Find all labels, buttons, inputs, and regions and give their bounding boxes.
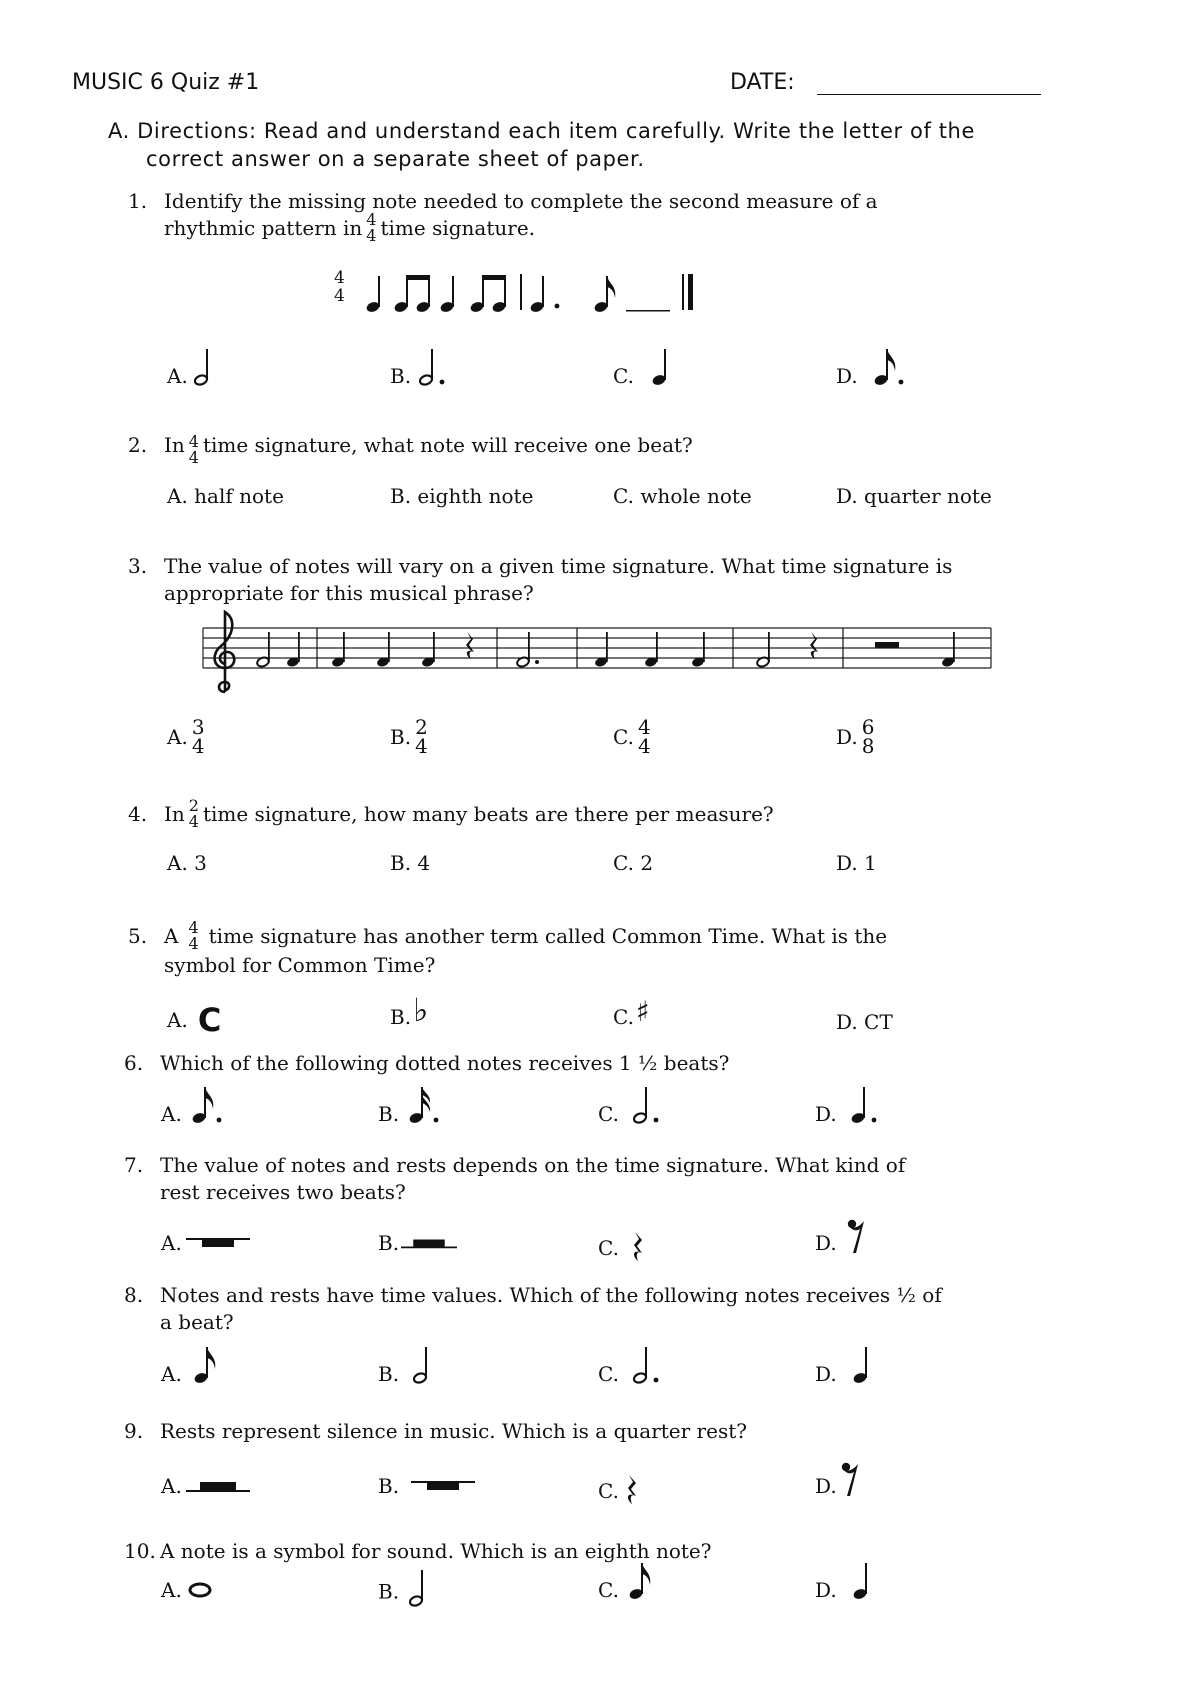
q5-option-c[interactable]: C. ♯ <box>613 995 650 1029</box>
q1-option-a[interactable]: A. <box>167 364 214 388</box>
question-text: time signature has another term called Common Time. What is the <box>208 923 888 948</box>
q3-option-a[interactable]: A. 3 4 <box>167 715 205 758</box>
q6-option-c[interactable]: C. <box>598 1102 663 1126</box>
question-text: rhythmic pattern in <box>164 215 363 240</box>
q3-option-c[interactable]: C. 4 4 <box>613 715 651 758</box>
dotted-sixteenth-note-icon <box>409 1085 443 1125</box>
whole-note-icon <box>188 1582 212 1598</box>
time-signature: 4 4 <box>188 918 199 953</box>
quarter-note-icon <box>853 1345 873 1385</box>
q1-option-d[interactable]: D. <box>836 364 908 388</box>
musical-phrase-staff <box>203 608 993 694</box>
q7-option-d[interactable]: D. <box>815 1231 865 1255</box>
q8-option-d[interactable]: D. <box>815 1362 873 1386</box>
eighth-rest-icon <box>841 1461 859 1497</box>
question-text: In <box>164 433 185 457</box>
dotted-half-note-icon <box>633 1085 663 1125</box>
question-number: 6. <box>124 1051 144 1075</box>
dotted-half-note-icon <box>417 347 447 387</box>
q9-option-a[interactable]: A. <box>161 1474 250 1498</box>
directions-line-1: A. Directions: Read and understand each item carefully. Write the letter of the <box>108 119 975 143</box>
question-2 <box>128 432 1128 466</box>
q2-option-d[interactable]: D. quarter note <box>836 484 992 508</box>
question-10 <box>124 1538 1124 1565</box>
half-rest-icon <box>186 1479 250 1493</box>
treble-clef-icon <box>215 612 235 692</box>
question-number: 7. <box>124 1153 144 1177</box>
question-text: Identify the missing note needed to complete the second measure of a <box>164 189 878 213</box>
q8-option-a[interactable]: A. <box>161 1362 218 1386</box>
question-5 <box>128 920 1128 979</box>
q9-option-b[interactable]: B. <box>378 1474 475 1498</box>
quarter-note-icon <box>652 347 682 387</box>
whole-rest-icon <box>411 1479 475 1493</box>
dotted-eighth-note-icon <box>192 1085 226 1125</box>
question-text: appropriate for this musical phrase? <box>164 581 534 605</box>
quarter-note-icon <box>365 276 380 314</box>
quiz-title: MUSIC 6 Quiz #1 <box>72 70 260 95</box>
whole-rest-icon <box>186 1236 250 1250</box>
question-number: 1. <box>128 189 148 213</box>
quarter-rest-icon <box>625 1474 639 1508</box>
quarter-rest-icon <box>631 1231 645 1265</box>
sharp-icon: ♯ <box>635 995 650 1028</box>
eighth-rest-icon <box>847 1218 865 1254</box>
q6-option-d[interactable]: D. <box>815 1102 881 1126</box>
q4-option-b[interactable]: B. 4 <box>390 851 431 875</box>
question-number: 8. <box>124 1283 144 1307</box>
time-signature: 4 4 <box>188 432 199 467</box>
dotted-quarter-note-icon <box>529 276 544 314</box>
q7-option-b[interactable]: B. <box>378 1231 457 1255</box>
rhythm-pattern-figure <box>330 266 790 316</box>
q8-option-b[interactable]: B. <box>378 1362 433 1386</box>
question-4 <box>128 798 1128 830</box>
q9-option-d[interactable]: D. <box>815 1474 859 1498</box>
time-signature: 2 4 <box>188 796 199 831</box>
question-6 <box>124 1050 1124 1077</box>
question-number: 2. <box>128 433 148 457</box>
question-text: A <box>164 923 179 948</box>
time-signature: 4 4 <box>366 210 377 245</box>
eighth-note-icon <box>194 1345 218 1385</box>
q2-option-b[interactable]: B. eighth note <box>390 484 534 508</box>
question-number: 3. <box>128 554 148 578</box>
question-text: Rests represent silence in music. Which is a quarter rest? <box>160 1419 747 1443</box>
q2-option-a[interactable]: A. half note <box>167 484 284 508</box>
q7-option-c[interactable]: C. <box>598 1231 645 1265</box>
question-number: 9. <box>124 1419 144 1443</box>
q4-option-c[interactable]: C. 2 <box>613 851 654 875</box>
beamed-eighth-notes-icon <box>469 275 506 314</box>
directions-line-2: correct answer on a separate sheet of paper. <box>146 147 645 171</box>
q5-option-a[interactable]: A. C <box>167 1001 222 1039</box>
question-7 <box>124 1152 1124 1206</box>
q8-option-c[interactable]: C. <box>598 1362 663 1386</box>
q3-option-b[interactable]: B. 2 4 <box>390 715 428 758</box>
question-text: a beat? <box>160 1310 234 1334</box>
question-text: The value of notes will vary on a given time signature. What time signature is <box>164 554 953 578</box>
q6-option-b[interactable]: B. <box>378 1102 443 1126</box>
dotted-eighth-note-icon <box>874 347 908 387</box>
q7-option-a[interactable]: A. <box>161 1231 250 1255</box>
question-text: time signature. <box>380 215 536 240</box>
flat-icon: ♭ <box>413 991 429 1029</box>
half-note-icon <box>413 1345 433 1385</box>
question-text: time signature, what note will receive one beat? <box>202 433 693 457</box>
figure-time-signature: 4 4 <box>334 268 345 306</box>
question-number: 10. <box>124 1539 156 1563</box>
q10-option-a[interactable]: A. <box>161 1578 212 1602</box>
q1-option-c[interactable]: C. <box>613 364 682 388</box>
question-text: A note is a symbol for sound. Which is an eighth note? <box>160 1539 712 1563</box>
q6-option-a[interactable]: A. <box>161 1102 226 1126</box>
quarter-note-icon <box>853 1561 873 1601</box>
question-text: time signature, how many beats are there per measure? <box>202 801 774 826</box>
quarter-note-icon <box>439 276 454 314</box>
q10-option-c[interactable]: C. <box>598 1578 653 1602</box>
q4-option-d[interactable]: D. 1 <box>836 851 877 875</box>
question-text: rest receives two beats? <box>160 1180 406 1204</box>
q2-option-c[interactable]: C. whole note <box>613 484 752 508</box>
q5-option-b[interactable]: B. ♭ <box>390 991 429 1029</box>
final-barline <box>682 274 684 310</box>
common-time-icon: C <box>197 1001 222 1039</box>
half-note-icon <box>194 347 214 387</box>
q4-option-a[interactable]: A. 3 <box>167 851 207 875</box>
eighth-note-icon <box>593 276 615 314</box>
question-8 <box>124 1282 1124 1336</box>
date-input-line[interactable] <box>817 94 1041 95</box>
q10-option-d[interactable]: D. <box>815 1578 873 1602</box>
question-text: The value of notes and rests depends on the time signature. What kind of <box>160 1153 906 1177</box>
answer-blank <box>626 310 670 312</box>
half-note-icon <box>409 1568 429 1608</box>
question-text: symbol for Common Time? <box>164 953 436 977</box>
question-number: 5. <box>128 923 148 948</box>
q9-option-c[interactable]: C. <box>598 1474 639 1508</box>
q10-option-b[interactable]: B. <box>378 1578 429 1608</box>
half-rest-icon <box>401 1236 457 1250</box>
q3-option-d[interactable]: D. 6 8 <box>836 715 875 758</box>
q5-option-d[interactable]: D. CT <box>836 1010 893 1034</box>
question-text: In <box>164 801 185 826</box>
question-text: Notes and rests have time values. Which of the following notes receives ½ of <box>160 1283 942 1307</box>
date-label: DATE: <box>730 70 795 95</box>
measure-6 <box>875 632 955 668</box>
barline <box>520 274 522 310</box>
question-9 <box>124 1418 1124 1445</box>
eighth-note-icon <box>629 1561 653 1601</box>
q1-option-b[interactable]: B. <box>390 364 447 388</box>
directions <box>108 117 1108 173</box>
question-number: 4. <box>128 801 148 826</box>
dotted-half-note-icon <box>633 1345 663 1385</box>
question-text: Which of the following dotted notes receives 1 ½ beats? <box>160 1051 730 1075</box>
beamed-eighth-notes-icon <box>393 275 430 314</box>
dotted-quarter-note-icon <box>851 1085 881 1125</box>
